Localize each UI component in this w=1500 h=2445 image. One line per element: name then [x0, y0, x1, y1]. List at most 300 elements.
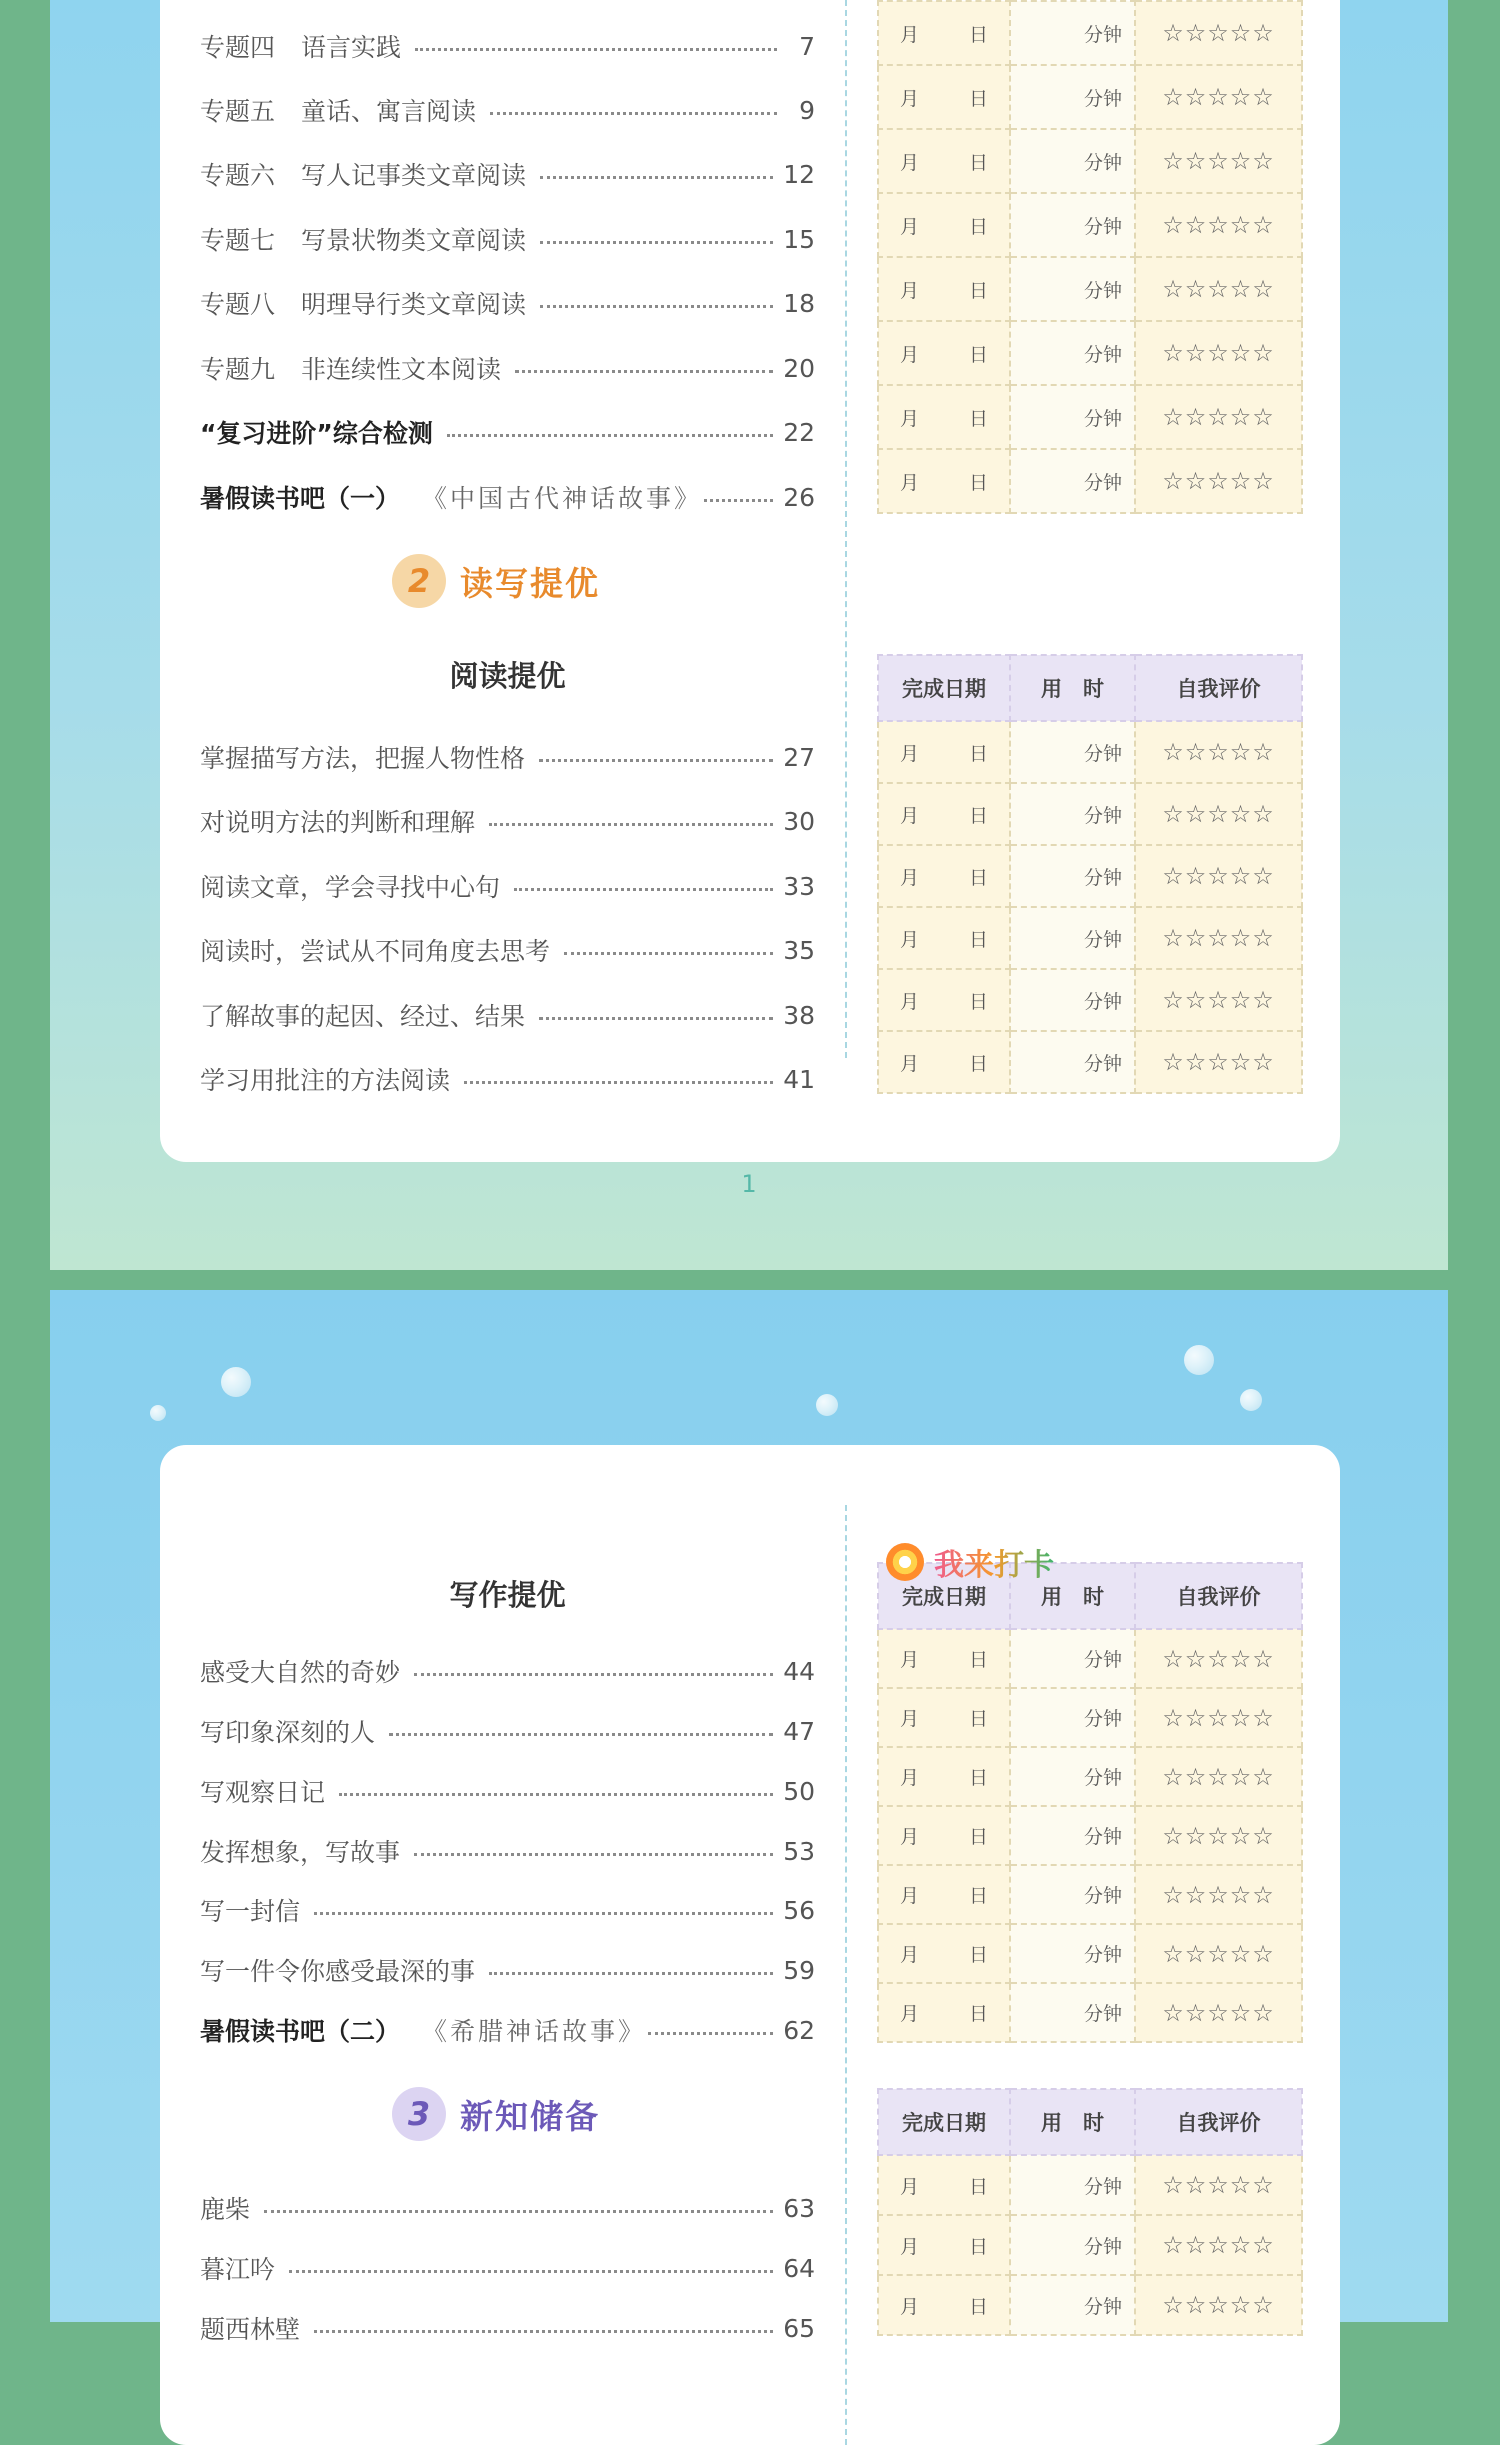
rating-stars: ☆☆☆☆☆: [1162, 2291, 1275, 2319]
day-label: 日: [969, 87, 989, 110]
toc-prefix: 专题七: [200, 226, 276, 255]
rating-cell[interactable]: [1135, 449, 1302, 513]
date-cell[interactable]: [878, 2215, 1010, 2275]
page-number: 1: [741, 1170, 757, 1198]
month-label: 月: [899, 1944, 919, 1966]
rating-cell[interactable]: [1135, 1747, 1302, 1806]
date-cell[interactable]: [878, 2275, 1010, 2335]
rating-cell[interactable]: [1135, 1865, 1302, 1924]
minutes-label: 分钟: [1083, 1052, 1122, 1075]
toc-page: 64: [783, 2253, 815, 2283]
toc-row[interactable]: [200, 90, 815, 130]
rating-stars: ☆☆☆☆☆: [1162, 2171, 1275, 2199]
rating-stars: ☆☆☆☆☆: [1162, 1880, 1275, 1909]
rating-stars: ☆☆☆☆☆: [1162, 924, 1275, 952]
toc-title: “复习进阶”综合检测: [200, 419, 433, 448]
rating-cell[interactable]: [1135, 1983, 1302, 2042]
rating-cell[interactable]: [1135, 385, 1302, 449]
toc-page: 47: [783, 1716, 815, 1746]
checkin-heading: [886, 1540, 1054, 1584]
leader-dots: [415, 48, 777, 51]
leader-dots: [314, 2330, 773, 2333]
time-cell[interactable]: [1010, 907, 1135, 969]
decorative-bubble: [150, 1405, 166, 1421]
toc-title: 了解故事的起因、经过、结果: [200, 1002, 526, 1031]
month-label: 月: [899, 2295, 919, 2318]
tracker-row: [878, 1924, 1302, 1983]
toc-title: 鹿柴: [200, 2195, 251, 2224]
leader-dots: [539, 1017, 773, 1020]
minutes-label: 分钟: [1083, 804, 1122, 827]
minutes-label: 分钟: [1083, 279, 1122, 302]
toc-page: 44: [783, 1656, 815, 1686]
month-label: 月: [899, 742, 919, 765]
toc-title: 暮江吟: [200, 2255, 276, 2284]
tracker-row: [878, 969, 1302, 1031]
month-label: 月: [899, 407, 919, 430]
book-title: 《希腊神话故事》: [422, 2017, 647, 2046]
minutes-label: 分钟: [1083, 2003, 1122, 2025]
rating-cell[interactable]: [1135, 321, 1302, 385]
leader-dots: [540, 176, 773, 179]
day-label: 日: [969, 407, 989, 430]
tracker-row: [878, 721, 1302, 783]
toc-page: 63: [783, 2193, 815, 2223]
toc-page: 59: [783, 1955, 815, 1985]
toc-prefix: 专题六: [200, 161, 276, 190]
toc-row[interactable]: [200, 1831, 815, 1871]
toc-row[interactable]: [200, 283, 815, 323]
rating-stars: ☆☆☆☆☆: [1162, 467, 1275, 495]
leader-dots: [539, 759, 773, 762]
time-cell[interactable]: [1010, 257, 1135, 321]
toc-page: 12: [783, 159, 815, 189]
day-label: 日: [969, 1708, 989, 1730]
rating-cell[interactable]: [1135, 1924, 1302, 1983]
toc-page: 38: [783, 1000, 815, 1030]
toc-page: 56: [783, 1895, 815, 1925]
rating-stars: ☆☆☆☆☆: [1162, 738, 1275, 766]
toc-title: 发挥想象，写故事: [200, 1838, 401, 1867]
month-label: 月: [899, 1708, 919, 1730]
time-cell[interactable]: [1010, 1747, 1135, 1806]
toc-prefix: 专题八: [200, 290, 276, 319]
month-label: 月: [899, 471, 919, 494]
minutes-label: 分钟: [1083, 1767, 1122, 1789]
header-date: 完成日期: [878, 1563, 1010, 1629]
decorative-bubble: [1184, 1345, 1214, 1375]
minutes-label: 分钟: [1083, 151, 1122, 174]
toc-title: 写人记事类文章阅读: [301, 161, 527, 190]
date-cell[interactable]: [878, 969, 1010, 1031]
toc-page: 15: [783, 224, 815, 254]
progress-tracker-table: [877, 1562, 1303, 2043]
month-label: 月: [899, 151, 919, 174]
leader-dots: [447, 434, 773, 437]
day-label: 日: [969, 742, 989, 765]
toc-row[interactable]: [200, 1059, 815, 1099]
toc-prefix: 专题五: [200, 97, 276, 126]
rating-cell[interactable]: [1135, 969, 1302, 1031]
time-cell[interactable]: [1010, 449, 1135, 513]
toc-title: 语言实践: [301, 33, 402, 62]
decorative-bubble: [221, 1367, 251, 1397]
toc-page: 33: [783, 871, 815, 901]
leader-dots: [564, 952, 773, 955]
subhead-reading: 阅读提优: [449, 659, 566, 693]
toc-page: 50: [783, 1776, 815, 1806]
time-cell[interactable]: [1010, 2215, 1135, 2275]
date-cell[interactable]: [878, 2155, 1010, 2215]
toc-title: 明理导行类文章阅读: [301, 290, 527, 319]
column-divider: [845, 1505, 847, 2445]
toc-title: 写景状物类文章阅读: [301, 226, 527, 255]
toc-row[interactable]: [200, 477, 815, 517]
time-cell[interactable]: [1010, 721, 1135, 783]
rating-cell[interactable]: [1135, 2155, 1302, 2215]
tracker-header-row: [878, 2089, 1302, 2155]
tracker-row: [878, 321, 1302, 385]
toc-row[interactable]: [200, 995, 815, 1035]
minutes-label: 分钟: [1083, 23, 1122, 46]
header-time: 用 时: [1010, 1563, 1135, 1629]
toc-row[interactable]: [200, 737, 815, 777]
month-label: 月: [899, 2235, 919, 2258]
section-2-heading: [392, 554, 600, 608]
month-label: 月: [899, 1052, 919, 1075]
month-label: 月: [899, 2003, 919, 2025]
time-cell[interactable]: [1010, 2275, 1135, 2335]
rating-cell[interactable]: [1135, 193, 1302, 257]
day-label: 日: [969, 279, 989, 302]
progress-tracker-table: [877, 654, 1303, 1094]
rating-cell[interactable]: [1135, 1629, 1302, 1688]
checkin-label: 我来打卡: [934, 1540, 1054, 1584]
toc-page: 7: [799, 31, 815, 61]
month-label: 月: [899, 279, 919, 302]
toc-title: 童话、寓言阅读: [301, 97, 477, 126]
date-cell[interactable]: [878, 1747, 1010, 1806]
toc-title: 对说明方法的判断和理解: [200, 808, 476, 837]
toc-page: 9: [799, 95, 815, 125]
date-cell[interactable]: [878, 385, 1010, 449]
toc-row[interactable]: [200, 348, 815, 388]
time-cell[interactable]: [1010, 1983, 1135, 2042]
book-title: 《中国古代神话故事》: [422, 484, 703, 513]
toc-row[interactable]: [200, 1651, 815, 1691]
header-rating: 自我评价: [1135, 2089, 1302, 2155]
section-number-badge: 2: [392, 554, 446, 608]
time-cell[interactable]: [1010, 1629, 1135, 1688]
column-divider: [845, 0, 847, 1058]
time-cell[interactable]: [1010, 2155, 1135, 2215]
time-cell[interactable]: [1010, 385, 1135, 449]
minutes-label: 分钟: [1083, 742, 1122, 765]
toc-row[interactable]: [200, 1771, 815, 1811]
toc-page: 22: [783, 417, 815, 447]
date-cell[interactable]: [878, 1806, 1010, 1865]
rating-cell[interactable]: [1135, 129, 1302, 193]
rating-stars: ☆☆☆☆☆: [1162, 19, 1275, 47]
toc-prefix: 专题四: [200, 33, 276, 62]
rating-stars: ☆☆☆☆☆: [1162, 1703, 1275, 1732]
date-cell[interactable]: [878, 907, 1010, 969]
month-label: 月: [899, 928, 919, 951]
day-label: 日: [969, 2235, 989, 2258]
toc-row[interactable]: [200, 154, 815, 194]
date-cell[interactable]: [878, 1, 1010, 65]
toc-title: 写印象深刻的人: [200, 1718, 376, 1747]
rating-cell[interactable]: [1135, 845, 1302, 907]
top-page-card: [160, 0, 1340, 1162]
bottom-page: [50, 1290, 1448, 2344]
toc-row[interactable]: [200, 801, 815, 841]
day-label: 日: [969, 990, 989, 1013]
rating-cell[interactable]: [1135, 907, 1302, 969]
rating-stars: ☆☆☆☆☆: [1162, 211, 1275, 239]
subhead-writing: 写作提优: [449, 1578, 566, 1612]
leader-dots: [464, 1081, 773, 1084]
time-cell[interactable]: [1010, 65, 1135, 129]
tracker-row: [878, 65, 1302, 129]
date-cell[interactable]: [878, 321, 1010, 385]
rating-stars: ☆☆☆☆☆: [1162, 862, 1275, 890]
target-icon: [886, 1543, 924, 1581]
day-label: 日: [969, 343, 989, 366]
date-cell[interactable]: [878, 721, 1010, 783]
day-label: 日: [969, 1052, 989, 1075]
leader-dots: [514, 888, 773, 891]
day-label: 日: [969, 1767, 989, 1789]
leader-dots: [704, 499, 773, 502]
rating-cell[interactable]: [1135, 783, 1302, 845]
toc-title: 写一件令你感受最深的事: [200, 1957, 476, 1986]
day-label: 日: [969, 928, 989, 951]
tracker-row: [878, 845, 1302, 907]
leader-dots: [490, 112, 777, 115]
tracker-row: [878, 129, 1302, 193]
minutes-label: 分钟: [1083, 87, 1122, 110]
toc-title: 阅读时，尝试从不同角度去思考: [200, 937, 551, 966]
date-cell[interactable]: [878, 65, 1010, 129]
bottom-page-card: [160, 1445, 1340, 2445]
month-label: 月: [899, 1649, 919, 1671]
toc-row[interactable]: [200, 2010, 815, 2050]
day-label: 日: [969, 2175, 989, 2198]
toc-title: 写一封信: [200, 1897, 301, 1926]
minutes-label: 分钟: [1083, 1826, 1122, 1848]
minutes-label: 分钟: [1083, 1944, 1122, 1966]
tracker-row: [878, 783, 1302, 845]
header-rating: 自我评价: [1135, 655, 1302, 721]
minutes-label: 分钟: [1083, 2295, 1122, 2318]
toc-title: 题西林壁: [200, 2315, 301, 2344]
toc-title: 非连续性文本阅读: [301, 355, 502, 384]
tracker-row: [878, 1, 1302, 65]
month-label: 月: [899, 1885, 919, 1907]
toc-page: 20: [783, 353, 815, 383]
toc-row[interactable]: [200, 2248, 815, 2288]
toc-row[interactable]: [200, 26, 815, 66]
time-cell[interactable]: [1010, 321, 1135, 385]
toc-row[interactable]: [200, 2308, 815, 2348]
toc-row[interactable]: [200, 219, 815, 259]
day-label: 日: [969, 1944, 989, 1966]
tracker-row: [878, 1865, 1302, 1924]
section-3-heading: [392, 2087, 600, 2141]
tracker-row: [878, 193, 1302, 257]
time-cell[interactable]: [1010, 969, 1135, 1031]
time-cell[interactable]: [1010, 1031, 1135, 1093]
time-cell[interactable]: [1010, 845, 1135, 907]
tracker-row: [878, 2155, 1302, 2215]
tracker-row: [878, 1688, 1302, 1747]
header-time: 用 时: [1010, 2089, 1135, 2155]
minutes-label: 分钟: [1083, 2175, 1122, 2198]
rating-cell[interactable]: [1135, 1, 1302, 65]
header-date: 完成日期: [878, 2089, 1010, 2155]
rating-stars: ☆☆☆☆☆: [1162, 403, 1275, 431]
section-number-badge: 3: [392, 2087, 446, 2141]
toc-row[interactable]: [200, 866, 815, 906]
toc-page: 27: [783, 742, 815, 772]
tracker-row: [878, 1983, 1302, 2042]
toc-title: 掌握描写方法，把握人物性格: [200, 744, 526, 773]
toc-row[interactable]: [200, 930, 815, 970]
month-label: 月: [899, 990, 919, 1013]
toc-row[interactable]: [200, 2188, 815, 2228]
rating-stars: ☆☆☆☆☆: [1162, 1821, 1275, 1850]
rating-stars: ☆☆☆☆☆: [1162, 275, 1275, 303]
header-rating: 自我评价: [1135, 1563, 1302, 1629]
leader-dots: [648, 2032, 773, 2035]
minutes-label: 分钟: [1083, 1649, 1122, 1671]
rating-cell[interactable]: [1135, 1031, 1302, 1093]
toc-page: 35: [783, 935, 815, 965]
time-cell[interactable]: [1010, 193, 1135, 257]
decorative-bubble: [1240, 1389, 1262, 1411]
date-cell[interactable]: [878, 845, 1010, 907]
toc-page: 18: [783, 288, 815, 318]
tracker-row: [878, 907, 1302, 969]
rating-cell[interactable]: [1135, 1806, 1302, 1865]
time-cell[interactable]: [1010, 783, 1135, 845]
toc-row[interactable]: [200, 1950, 815, 1990]
decorative-bubble: [816, 1394, 838, 1416]
minutes-label: 分钟: [1083, 866, 1122, 889]
day-label: 日: [969, 1649, 989, 1671]
rating-stars: ☆☆☆☆☆: [1162, 986, 1275, 1014]
month-label: 月: [899, 215, 919, 238]
month-label: 月: [899, 2175, 919, 2198]
toc-row[interactable]: [200, 412, 815, 452]
rating-cell[interactable]: [1135, 65, 1302, 129]
section-title: 读写提优: [460, 563, 600, 603]
rating-stars: ☆☆☆☆☆: [1162, 800, 1275, 828]
toc-row[interactable]: [200, 1711, 815, 1751]
leader-dots: [489, 823, 773, 826]
month-label: 月: [899, 804, 919, 827]
date-cell[interactable]: [878, 1688, 1010, 1747]
minutes-label: 分钟: [1083, 343, 1122, 366]
month-label: 月: [899, 866, 919, 889]
minutes-label: 分钟: [1083, 1708, 1122, 1730]
date-cell[interactable]: [878, 129, 1010, 193]
date-cell[interactable]: [878, 449, 1010, 513]
day-label: 日: [969, 1885, 989, 1907]
tracker-row: [878, 2215, 1302, 2275]
tracker-row: [878, 257, 1302, 321]
leader-dots: [289, 2270, 773, 2273]
date-cell[interactable]: [878, 783, 1010, 845]
leader-dots: [264, 2210, 773, 2213]
month-label: 月: [899, 87, 919, 110]
date-cell[interactable]: [878, 1924, 1010, 1983]
minutes-label: 分钟: [1083, 407, 1122, 430]
day-label: 日: [969, 1826, 989, 1848]
progress-tracker-table: [877, 2088, 1303, 2336]
rating-stars: ☆☆☆☆☆: [1162, 1762, 1275, 1791]
leader-dots: [414, 1853, 773, 1856]
time-cell[interactable]: [1010, 1, 1135, 65]
day-label: 日: [969, 2295, 989, 2318]
time-cell[interactable]: [1010, 1806, 1135, 1865]
date-cell[interactable]: [878, 1031, 1010, 1093]
minutes-label: 分钟: [1083, 471, 1122, 494]
rating-cell[interactable]: [1135, 721, 1302, 783]
rating-stars: ☆☆☆☆☆: [1162, 1998, 1275, 2027]
tracker-row: [878, 1747, 1302, 1806]
rating-cell[interactable]: [1135, 257, 1302, 321]
time-cell[interactable]: [1010, 1924, 1135, 1983]
rating-cell[interactable]: [1135, 1688, 1302, 1747]
leader-dots: [540, 305, 773, 308]
leader-dots: [489, 1972, 773, 1975]
rating-stars: ☆☆☆☆☆: [1162, 1939, 1275, 1968]
time-cell[interactable]: [1010, 1865, 1135, 1924]
date-cell[interactable]: [878, 1865, 1010, 1924]
date-cell[interactable]: [878, 1983, 1010, 2042]
leader-dots: [414, 1673, 773, 1676]
time-cell[interactable]: [1010, 129, 1135, 193]
date-cell[interactable]: [878, 257, 1010, 321]
section-title: 新知储备: [460, 2096, 600, 2136]
toc-row[interactable]: [200, 1890, 815, 1930]
toc-page: 62: [783, 2015, 815, 2045]
rating-stars: ☆☆☆☆☆: [1162, 339, 1275, 367]
progress-tracker-table: [877, 0, 1303, 514]
day-label: 日: [969, 23, 989, 46]
date-cell[interactable]: [878, 1629, 1010, 1688]
month-label: 月: [899, 343, 919, 366]
day-label: 日: [969, 866, 989, 889]
leader-dots: [339, 1793, 773, 1796]
minutes-label: 分钟: [1083, 1885, 1122, 1907]
top-page: [50, 0, 1448, 1270]
toc-page: 41: [783, 1064, 815, 1094]
rating-stars: ☆☆☆☆☆: [1162, 83, 1275, 111]
date-cell[interactable]: [878, 193, 1010, 257]
rating-cell[interactable]: [1135, 2275, 1302, 2335]
tracker-row: [878, 2275, 1302, 2335]
rating-cell[interactable]: [1135, 2215, 1302, 2275]
time-cell[interactable]: [1010, 1688, 1135, 1747]
toc-page: 26: [783, 482, 815, 512]
leader-dots: [389, 1733, 773, 1736]
minutes-label: 分钟: [1083, 990, 1122, 1013]
toc-title: 阅读文章，学会寻找中心句: [200, 873, 501, 902]
tracker-row: [878, 1031, 1302, 1093]
